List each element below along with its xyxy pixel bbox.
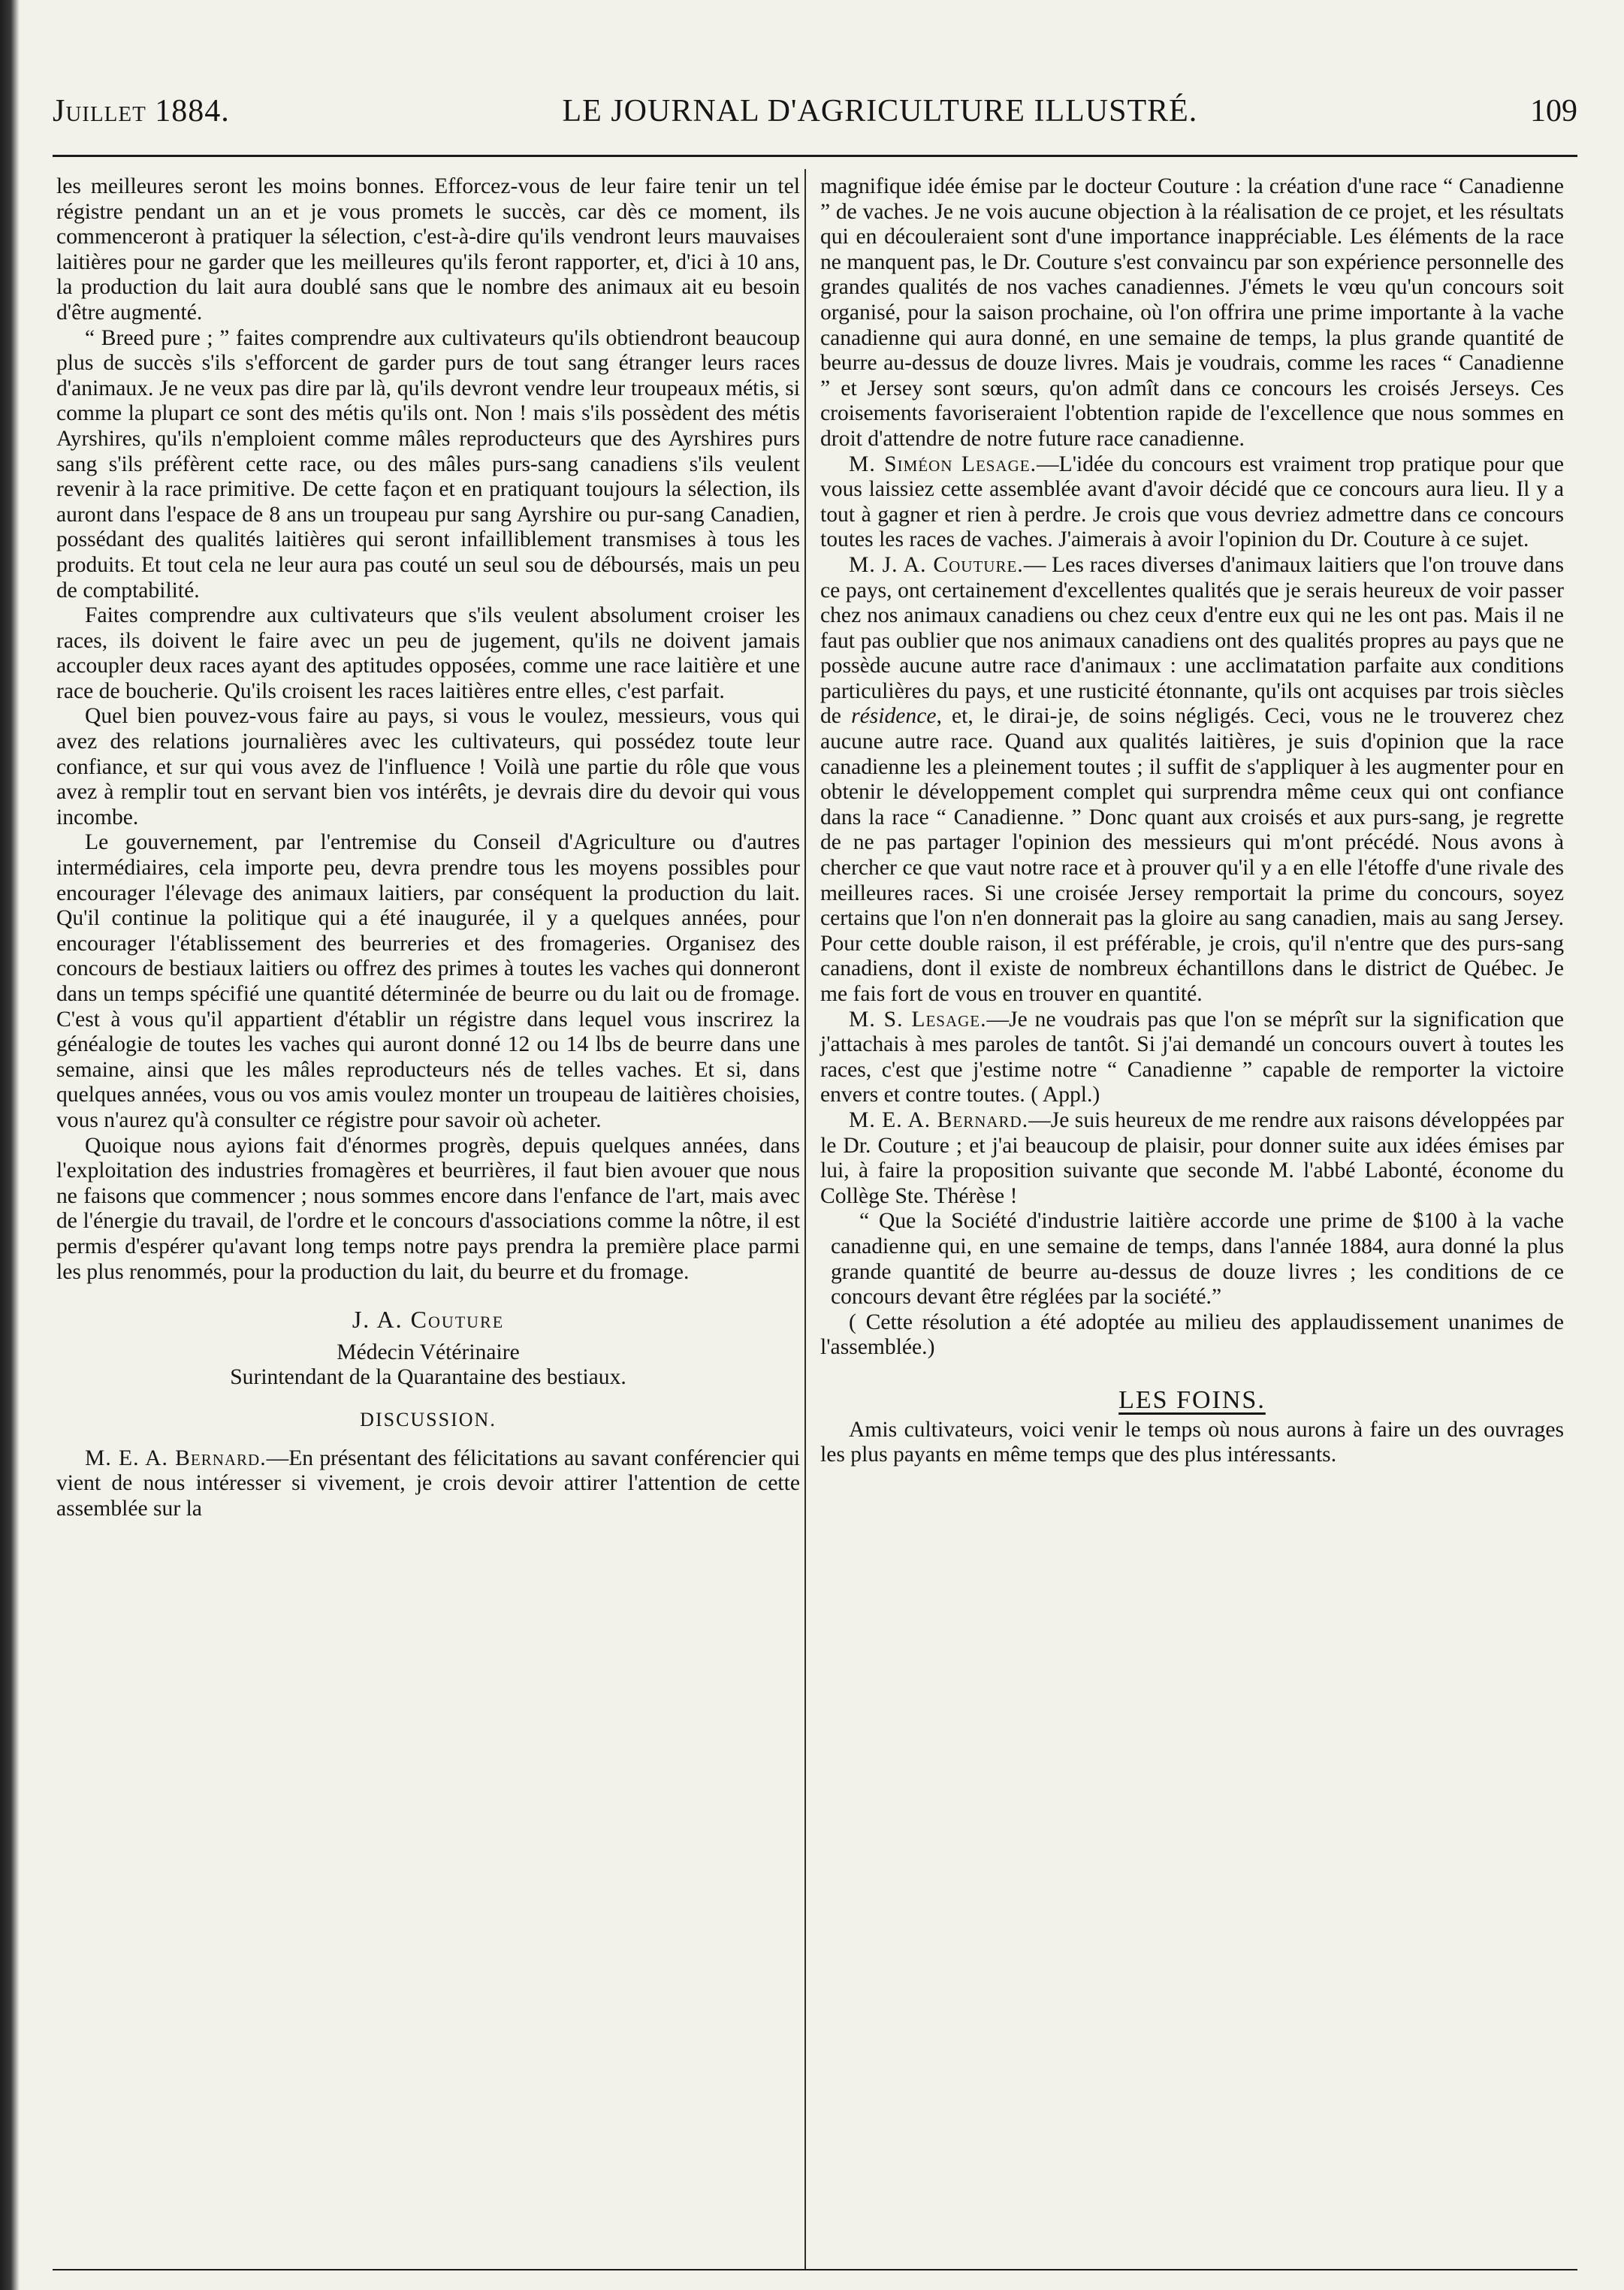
paragraph: Le gouvernement, par l'entremise du Conseil d'Agriculture ou d'autres intermédiaires, cela importe peu, devra prendre tous les moyens possibles pour encourager l'élevage des animaux laitiers, par conséquent la production du lait. Qu'il continue la politique qui a été inaugurée, il y a quelques années, pour encourager l'établissement des beurreries et des fromageries. Organisez des concours de bestiaux laitiers ou offrez des primes à toutes les vaches qui donneront dans un temps spécifié une quantité déterminée de beurre ou du lait ou de fromage. C'est à vous qu'il appartient d'établir un régistre dans lequel vous inscrirez la généalogie de toutes les vaches qui auront donné 12 ou 14 lbs de beurre dans une semaine, ainsi que les mâles reproducteurs nés de telles vaches. Et si, dans quelques années, vous ou vos amis voulez monter un troupeau de laitières choisies, vous n'aurez qu'à consulter ce régistre pour savoir où acheter. — [56, 830, 800, 1132]
italic-word: résidence — [851, 704, 937, 729]
paragraph — [820, 553, 1564, 1008]
section-title: LES FOINS. — [1118, 1385, 1266, 1414]
header-date: Juillet 1884. — [53, 94, 230, 128]
paragraph: “ Breed pure ; ” faites comprendre aux cultivateurs qu'ils obtiendront beaucoup plus de succès s'ils s'efforcent de garder purs de tout sang étranger leurs races d'animaux. Je ne veux pas dire par là, qu'ils devront vendre leur troupeaux métis, si comme la plupart ce sont des métis qu'ils ont. Non ! mais s'ils possèdent des métis Ayrshires, qu'ils n'emploient comme mâles reproducteurs que des Ayrshires purs sang s'ils préfèrent cette race, ou des mâles purs-sang canadiens s'ils veulent revenir à la race primitive. De cette façon et en pratiquant toujours la sélection, ils auront dans l'espace de 8 ans un troupeau pur sang Ayrshire ou pur-sang Canadien, possédant des qualités laitières qui seront infailliblement transmises à tous les produits. Et tout cela ne leur aura pas couté un seul sou de déboursés, mais un peu de comptabilité. — [56, 325, 800, 603]
paragraph: magnifique idée émise par le docteur Couture : la création d'une race “ Canadienne ” de vaches. Je ne vois aucune objection à la réalisation de ce projet, et les résultats qui en découleraient sont d'une importance inappréciable. Les éléments de la race ne manquent pas, le Dr. Couture s'est convaincu par son expérience personnelle des grandes qualités de nos vaches canadiennes. J'émets le vœu qu'un concours soit organisé, pour la saison prochaine, où l'on offrira une prime importante à la vache canadienne qui aura donné, en une semaine de temps, la plus grande quantité de beurre au-dessus de douze livres. Mais je voudrais, comme les races “ Canadienne ” et Jersey sont sœurs, qu'on admît dans ce concours les croisés Jerseys. Ces croisements favoriseraient l'obtention rapide de l'excellence que nous sommes en droit d'attendre de notre future race canadienne. — [820, 174, 1564, 451]
speech-text: —Je ne voudrais pas que l'on se méprît sur la signification que j'attachais à mes paroles de tantôt. Si j'ai demandé un concours ouvert à toutes les races, c'est que j'estime notre “ Canadienne ” capable de remporter la victoire envers et contre toutes. ( Appl.) — [820, 1007, 1564, 1107]
paragraph: Faites comprendre aux cultivateurs que s'ils veulent absolument croiser les races, ils doivent le faire avec un peu de jugement, qu'ils ne doivent jamais accoupler deux races ayant des aptitudes opposées, comme une race laitière et une race de boucherie. Qu'ils croisent les races laitières entre elles, c'est parfait. — [56, 603, 800, 703]
signature-title: Surintendant de la Quarantaine des bestiaux. — [230, 1365, 626, 1390]
paragraph: ( Cette résolution a été adoptée au milieu des applaudissement unanimes de l'assemblée.) — [820, 1310, 1564, 1360]
header-rule — [53, 155, 1577, 157]
paragraph: Quoique nous ayions fait d'énormes progrès, depuis quelques années, dans l'exploitation des industries fromagères et beurrières, il faut bien avouer que nous ne faisons que commencer ; nous sommes encore dans l'enfance de l'art, mais avec de l'énergie du travail, de l'ordre et le concours d'associations comme la nôtre, il est permis d'espérer qu'avant long temps notre pays prendra la première place parmi les plus renommés, pour la production du lait, du beurre et du fromage. — [56, 1133, 800, 1284]
speech-text: , et, le dirai-je, de soins négligés. Ceci, vous ne le trouverez chez aucune autre race. Quand aux qualités laitières, je suis d'opinion que la race canadienne les a pleinement toutes ; il suffit de s'appliquer à les augmenter pour en obtenir le développement complet qui surprendra même ceux qui ont confiance dans la race “ Canadienne. ” Donc quant aux croisés et aux purs-sang, je regrette de ne pas partager l'opinion des messieurs qui m'ont précédé. Nous avons à chercher ce que vaut notre race et à prouver qu'il y a en elle l'étoffe d'une rivale des meilleures races. Si une croisée Jersey remportait la prime du concours, soyez certains que l'on n'en donnerait pas la gloire au sang canadien, mais au sang Jersey. Pour cette double raison, il est préférable, je crois, qu'il n'entre que des purs-sang canadiens, dont il existe de nombreux échantillons dans le district de Québec. Je me fais fort de vous en trouver en quantité. — [820, 704, 1564, 1006]
right-column — [820, 174, 1564, 1468]
binding-edge — [0, 0, 20, 2290]
paragraph — [820, 1108, 1564, 1209]
paragraph: les meilleures seront les moins bonnes. Efforcez-vous de leur faire tenir un tel régistre pendant un an et je vous promets le succès, car dès ce moment, ils commenceront à pratiquer la sélection, c'est-à-dire qu'ils vendront leurs mauvaises laitières pour ne garder que les meilleures qu'ils feront rapporter, et, d'ici à 10 ans, la production du lait aura doublé sans que le nombre des animaux ait eu besoin d'être augmenté. — [56, 174, 800, 325]
column-divider — [804, 169, 806, 2269]
paragraph: Amis cultivateurs, voici venir le temps où nous aurons à faire un des ouvrages les plus payants en même temps que des plus intéressants. — [820, 1417, 1564, 1467]
speech-text: —En présentant des félicitations au savant conférencier qui vient de nous intéresser si vivement, je crois devoir attirer l'attention de cette assemblée sur la — [56, 1446, 800, 1521]
speech-text: —L'idée du concours est vraiment trop pratique pour que vous laissiez cette assemblée avant d'avoir décidé que ce concours aura lieu. Il y a tout à gagner et rien à perdre. Je crois que vous devriez admettre dans ce concours toutes les races de vaches. J'aimerais à avoir l'opinion du Dr. Couture à ce sujet. — [820, 452, 1564, 552]
paragraph — [56, 1446, 800, 1522]
speaker-name: M. E. A. Bernard. — [85, 1446, 267, 1470]
speech-text: — Les races diverses d'animaux laitiers que l'on trouve dans ce pays, ont certainement d'excellentes qualités que je serais heureux de voir passer chez nos animaux canadiens ou chez ceux d'entre eux qui ne les ont pas. Mais il ne faut pas oublier que nos animaux canadiens ont des qualités propres au pays que ne possède aucune autre race d'animaux : une acclimatation parfaite aux conditions particulières du pays, et une rusticité étonnante, qu'ils ont acquises par trois siècles de — [820, 552, 1564, 729]
speaker-name: M. J. A. Couture. — [849, 552, 1024, 577]
paragraph: Quel bien pouvez-vous faire au pays, si vous le voulez, messieurs, vous qui avez des relations journalières avec les cultivateurs, qui possédez toute leur confiance, et sur qui vous avez de l'influence ! Voilà une partie du rôle que vous avez à remplir tout en servant bien vos intérêts, je devrais dire du devoir qui vous incombe. — [56, 704, 800, 829]
speaker-name: M. S. Lesage. — [849, 1007, 987, 1032]
journal-title: LE JOURNAL D'AGRICULTURE ILLUSTRÉ. — [562, 94, 1198, 128]
resolution-quote: “ Que la Société d'industrie laitière accorde une prime de $100 à la vache canadienne qui, en une semaine de temps, dans l'année 1884, aura donné la plus grande quantité de beurre au-dessus de douze livres ; les conditions de ce concours devant être réglées par la société.” — [831, 1209, 1564, 1310]
signature-title: Médecin Vétérinaire — [337, 1340, 520, 1364]
page-number: 109 — [1529, 94, 1577, 128]
footer-rule — [53, 2269, 1577, 2270]
paragraph — [820, 452, 1564, 553]
speaker-name: M. Siméon Lesage. — [849, 452, 1037, 476]
discussion-heading: DISCUSSION. — [360, 1408, 497, 1430]
signature-name: J. A. Couture — [352, 1306, 505, 1334]
running-header — [53, 89, 1577, 134]
speaker-name: M. E. A. Bernard. — [849, 1107, 1029, 1132]
speech-text: —Je suis heureux de me rendre aux raisons développées par le Dr. Couture ; et j'ai beaucoup de plaisir, pour donner suite aux idées émises par lui, à faire la proposition suivante que seconde M. l'abbé Labonté, économe du Collège Ste. Thérèse ! — [820, 1107, 1564, 1208]
left-column — [56, 174, 800, 1521]
paragraph — [820, 1008, 1564, 1108]
